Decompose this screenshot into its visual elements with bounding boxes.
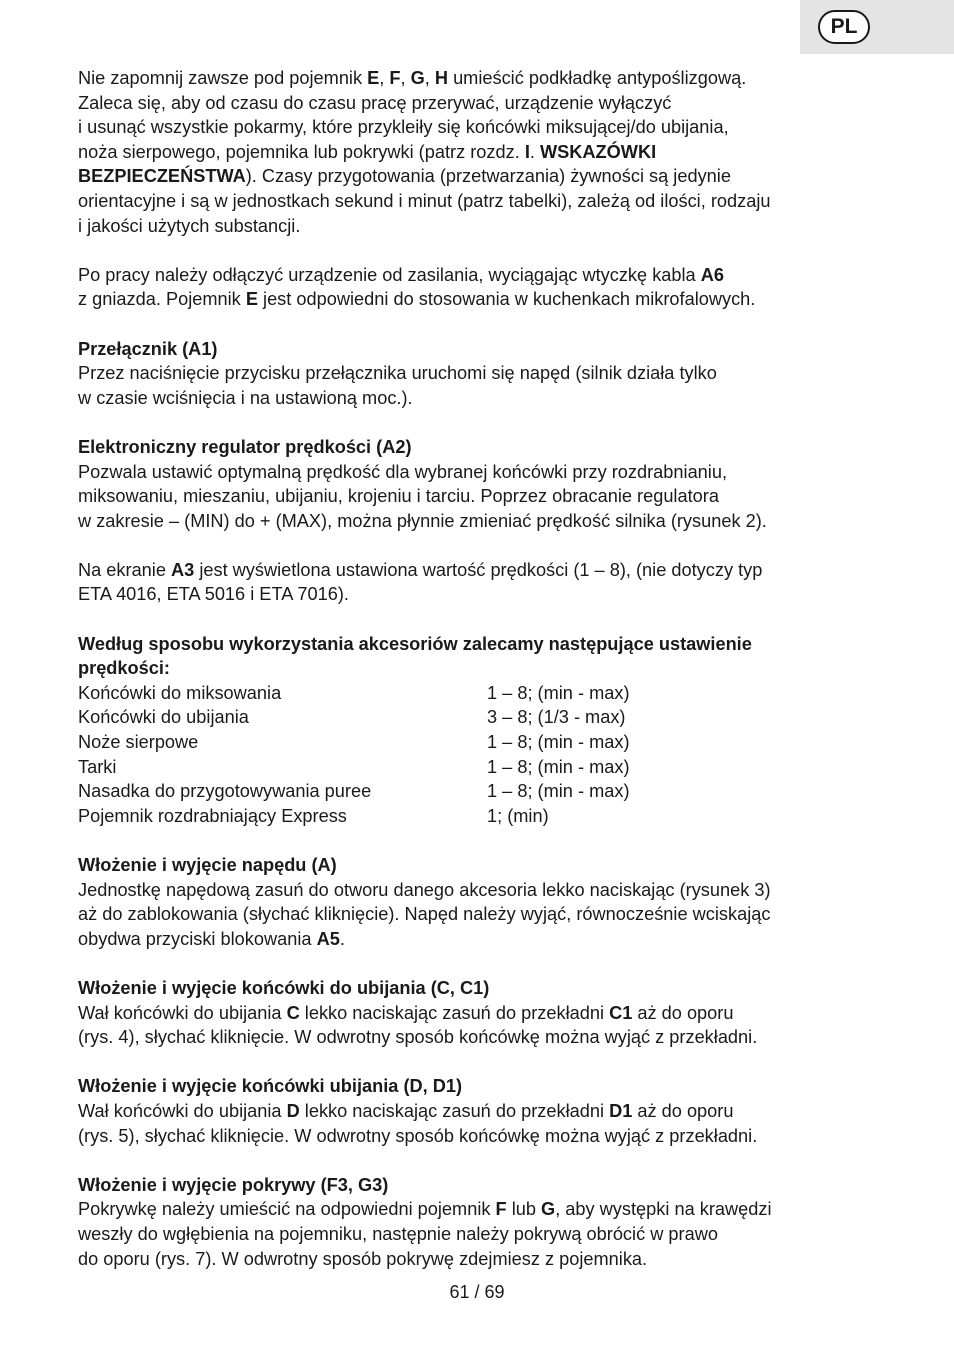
text-line: (rys. 4), słychać kliknięcie. W odwrotny sposób końcówkę można wyjąć z przekładni. bbox=[78, 1027, 758, 1048]
accessory-name: Noże sierpowe bbox=[78, 732, 199, 753]
accessory-name: Końcówki do miksowania bbox=[78, 682, 282, 703]
text-line: w czasie wciśnięcia i na ustawioną moc.). bbox=[78, 387, 413, 408]
power-off-paragraph bbox=[78, 263, 878, 312]
speed-value: 1 – 8; (min - max) bbox=[487, 781, 630, 802]
switch-section bbox=[78, 337, 878, 411]
accessory-name: Pojemnik rozdrabniający Express bbox=[78, 805, 347, 826]
text-line: ETA 4016, ETA 5016 i ETA 7016). bbox=[78, 584, 349, 605]
text-line: (rys. 5), słychać kliknięcie. W odwrotny sposób końcówkę można wyjąć z przekładni. bbox=[78, 1125, 758, 1146]
text-line: Przez naciśnięcie przycisku przełącznika uruchomi się napęd (silnik działa tylko bbox=[78, 363, 717, 384]
text-line: Na ekranie A3 jest wyświetlona ustawiona wartość prędkości (1 – 8), (nie dotyczy typ bbox=[78, 559, 763, 580]
language-tab bbox=[800, 0, 954, 54]
text-line: Pokrywkę należy umieścić na odpowiedni pojemnik F lub G, aby występki na krawędzi bbox=[78, 1199, 772, 1220]
text-line: i usunąć wszystkie pokarmy, które przykleiły się końcówki miksującej/do ubijania, bbox=[78, 117, 729, 138]
settings-row bbox=[78, 779, 878, 804]
speed-value: 1 – 8; (min - max) bbox=[487, 682, 630, 703]
section-heading: Według sposobu wykorzystania akcesoriów zalecamy następujące ustawienie bbox=[78, 633, 752, 654]
text-line: Po pracy należy odłączyć urządzenie od zasilania, wyciągając wtyczkę kabla A6 bbox=[78, 264, 724, 285]
settings-row bbox=[78, 730, 878, 755]
lid-section bbox=[78, 1173, 878, 1271]
text-line: Jednostkę napędową zasuń do otworu danego akcesoria lekko naciskając (rysunek 3) bbox=[78, 879, 771, 900]
settings-row bbox=[78, 705, 878, 730]
text-line: Wał końcówki do ubijania D lekko naciskając zasuń do przekładni D1 aż do oporu bbox=[78, 1100, 734, 1121]
display-paragraph bbox=[78, 558, 878, 607]
accessory-name: Tarki bbox=[78, 756, 117, 777]
section-heading: Włożenie i wyjęcie końcówki ubijania (D, D1) bbox=[78, 1076, 463, 1097]
speed-settings-section bbox=[78, 632, 878, 829]
section-heading: Elektroniczny regulator prędkości (A2) bbox=[78, 436, 412, 457]
settings-row bbox=[78, 804, 878, 829]
settings-row bbox=[78, 681, 878, 706]
speed-value: 1 – 8; (min - max) bbox=[487, 732, 630, 753]
text-line: Zaleca się, aby od czasu do czasu pracę przerywać, urządzenie wyłączyć bbox=[78, 92, 672, 113]
text-line: BEZPIECZEŃSTWA). Czasy przygotowania (przetwarzania) żywności są jedynie bbox=[78, 166, 731, 187]
text-line: miksowaniu, mieszaniu, ubijaniu, krojeniu i tarciu. Poprzez obracanie regulatora bbox=[78, 486, 719, 507]
page-number: 61 / 69 bbox=[449, 1282, 505, 1302]
section-heading: Włożenie i wyjęcie napędu (A) bbox=[78, 855, 337, 875]
text-line: obydwa przyciski blokowania A5. bbox=[78, 928, 345, 949]
text-line: Nie zapomnij zawsze pod pojemnik E, F, G, H umieścić podkładkę antypoślizgową. bbox=[78, 68, 747, 88]
speed-regulator-section bbox=[78, 435, 878, 533]
text-line: aż do zablokowania (słychać kliknięcie). Napęd należy wyjąć, równocześnie wciskając bbox=[78, 904, 771, 925]
settings-row bbox=[78, 755, 878, 780]
text-line: weszły do wgłębienia na pojemniku, następnie należy pokrywą obrócić w prawo bbox=[78, 1223, 718, 1244]
text-line: z gniazda. Pojemnik E jest odpowiedni do stosowania w kuchenkach mikrofalowych. bbox=[78, 289, 756, 310]
text-line: Pozwala ustawić optymalną prędkość dla wybranej końcówki przy rozdrabnianiu, bbox=[78, 461, 728, 482]
drive-section bbox=[78, 853, 878, 951]
accessory-name: Nasadka do przygotowywania puree bbox=[78, 781, 372, 802]
whisk-d-section bbox=[78, 1074, 878, 1148]
language-badge: PL bbox=[818, 10, 870, 44]
document-body bbox=[78, 66, 878, 1271]
text-line: w zakresie – (MIN) do + (MAX), można płynnie zmieniać prędkość silnika (rysunek 2). bbox=[78, 510, 767, 531]
section-heading: Włożenie i wyjęcie pokrywy (F3, G3) bbox=[78, 1174, 389, 1195]
text-line: i jakości użytych substancji. bbox=[78, 215, 301, 236]
speed-value: 1; (min) bbox=[487, 805, 549, 826]
intro-paragraph bbox=[78, 66, 878, 238]
accessory-name: Końcówki do ubijania bbox=[78, 707, 249, 728]
text-line: Wał końcówki do ubijania C lekko naciskając zasuń do przekładni C1 aż do oporu bbox=[78, 1002, 734, 1023]
speed-value: 1 – 8; (min - max) bbox=[487, 756, 630, 777]
section-heading: prędkości: bbox=[78, 658, 170, 679]
section-heading: Przełącznik (A1) bbox=[78, 338, 218, 359]
text-line: noża sierpowego, pojemnika lub pokrywki (patrz rozdz. I. WSKAZÓWKI bbox=[78, 141, 657, 162]
whisk-c-section bbox=[78, 976, 878, 1050]
speed-value: 3 – 8; (1/3 - max) bbox=[487, 707, 626, 728]
text-line: do oporu (rys. 7). W odwrotny sposób pokrywę zdejmiesz z pojemnika. bbox=[78, 1248, 648, 1269]
section-heading: Włożenie i wyjęcie końcówki do ubijania (C, C1) bbox=[78, 977, 490, 998]
text-line: orientacyjne i są w jednostkach sekund i minut (patrz tabelki), zależą od ilości, rodzaju bbox=[78, 190, 771, 211]
